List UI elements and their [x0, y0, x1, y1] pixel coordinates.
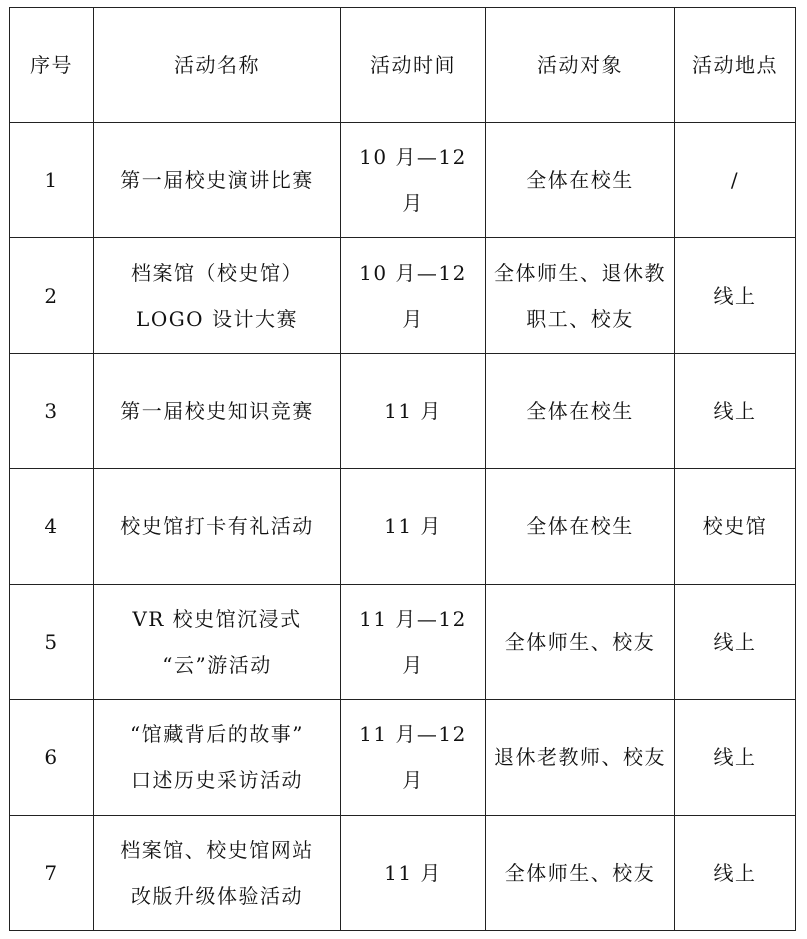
- cell-location: 线上: [675, 238, 796, 353]
- cell-name-line: 校史馆打卡有礼活动: [120, 514, 314, 539]
- cell-audience-line: 全体在校生: [526, 399, 634, 424]
- table-header-row: [10, 8, 796, 123]
- cell-location: 线上: [675, 584, 796, 699]
- table-row: [10, 700, 796, 815]
- cell-location: 线上: [675, 815, 796, 930]
- cell-name-line: 第一届校史知识竞赛: [120, 399, 314, 424]
- cell-name-line: “馆藏背后的故事”: [130, 722, 304, 747]
- cell-audience: [486, 353, 675, 468]
- cell-location: 校史馆: [675, 469, 796, 584]
- cell-time: 11 月: [341, 815, 486, 930]
- table-row: [10, 238, 796, 353]
- cell-time: 11 月: [341, 353, 486, 468]
- cell-no: 7: [10, 815, 94, 930]
- cell-no: 4: [10, 469, 94, 584]
- cell-no: 3: [10, 353, 94, 468]
- cell-no: 1: [10, 123, 94, 238]
- cell-name: [94, 700, 341, 815]
- cell-audience-line: 全体师生、校友: [504, 629, 656, 654]
- cell-no: 6: [10, 700, 94, 815]
- activity-table: [9, 7, 796, 931]
- cell-audience: [486, 815, 675, 930]
- cell-location: 线上: [675, 700, 796, 815]
- header-audience: 活动对象: [486, 8, 675, 123]
- table-row: [10, 353, 796, 468]
- cell-name-line: 档案馆、校史馆网站: [120, 837, 314, 862]
- cell-name-line: 改版升级体验活动: [131, 883, 303, 908]
- cell-location: /: [675, 123, 796, 238]
- cell-name: [94, 353, 341, 468]
- header-no: 序号: [10, 8, 94, 123]
- cell-audience-line: 全体师生、退休教: [494, 260, 666, 285]
- cell-time: 10 月—12 月: [341, 123, 486, 238]
- header-name: 活动名称: [94, 8, 341, 123]
- cell-audience-line: 全体师生、校友: [504, 860, 656, 885]
- cell-audience: [486, 238, 675, 353]
- cell-audience: [486, 123, 675, 238]
- cell-location: 线上: [675, 353, 796, 468]
- cell-no: 5: [10, 584, 94, 699]
- cell-audience-line: 全体在校生: [526, 168, 634, 193]
- cell-time: 11 月—12 月: [341, 700, 486, 815]
- cell-name-line: 档案馆（校史馆）: [131, 260, 303, 285]
- header-time: 活动时间: [341, 8, 486, 123]
- cell-audience-line: 全体在校生: [526, 514, 634, 539]
- cell-name: [94, 238, 341, 353]
- table-row: [10, 584, 796, 699]
- cell-time: 11 月: [341, 469, 486, 584]
- cell-time: 11 月—12 月: [341, 584, 486, 699]
- cell-audience: [486, 584, 675, 699]
- header-location: 活动地点: [675, 8, 796, 123]
- cell-name-line: “云”游活动: [162, 652, 272, 677]
- cell-audience: [486, 700, 675, 815]
- cell-audience: [486, 469, 675, 584]
- cell-name-line: 口述历史采访活动: [131, 768, 303, 793]
- cell-name-line: VR 校史馆沉浸式: [132, 606, 302, 631]
- cell-name: [94, 469, 341, 584]
- table-row: [10, 123, 796, 238]
- cell-time: 10 月—12 月: [341, 238, 486, 353]
- cell-no: 2: [10, 238, 94, 353]
- cell-name: [94, 123, 341, 238]
- cell-audience-line: 职工、校友: [526, 306, 634, 331]
- cell-name-line: 第一届校史演讲比赛: [120, 168, 314, 193]
- table-row: [10, 469, 796, 584]
- table-row: [10, 815, 796, 930]
- cell-name-line: LOGO 设计大赛: [136, 306, 298, 331]
- cell-name: [94, 584, 341, 699]
- cell-name: [94, 815, 341, 930]
- cell-audience-line: 退休老教师、校友: [494, 745, 666, 770]
